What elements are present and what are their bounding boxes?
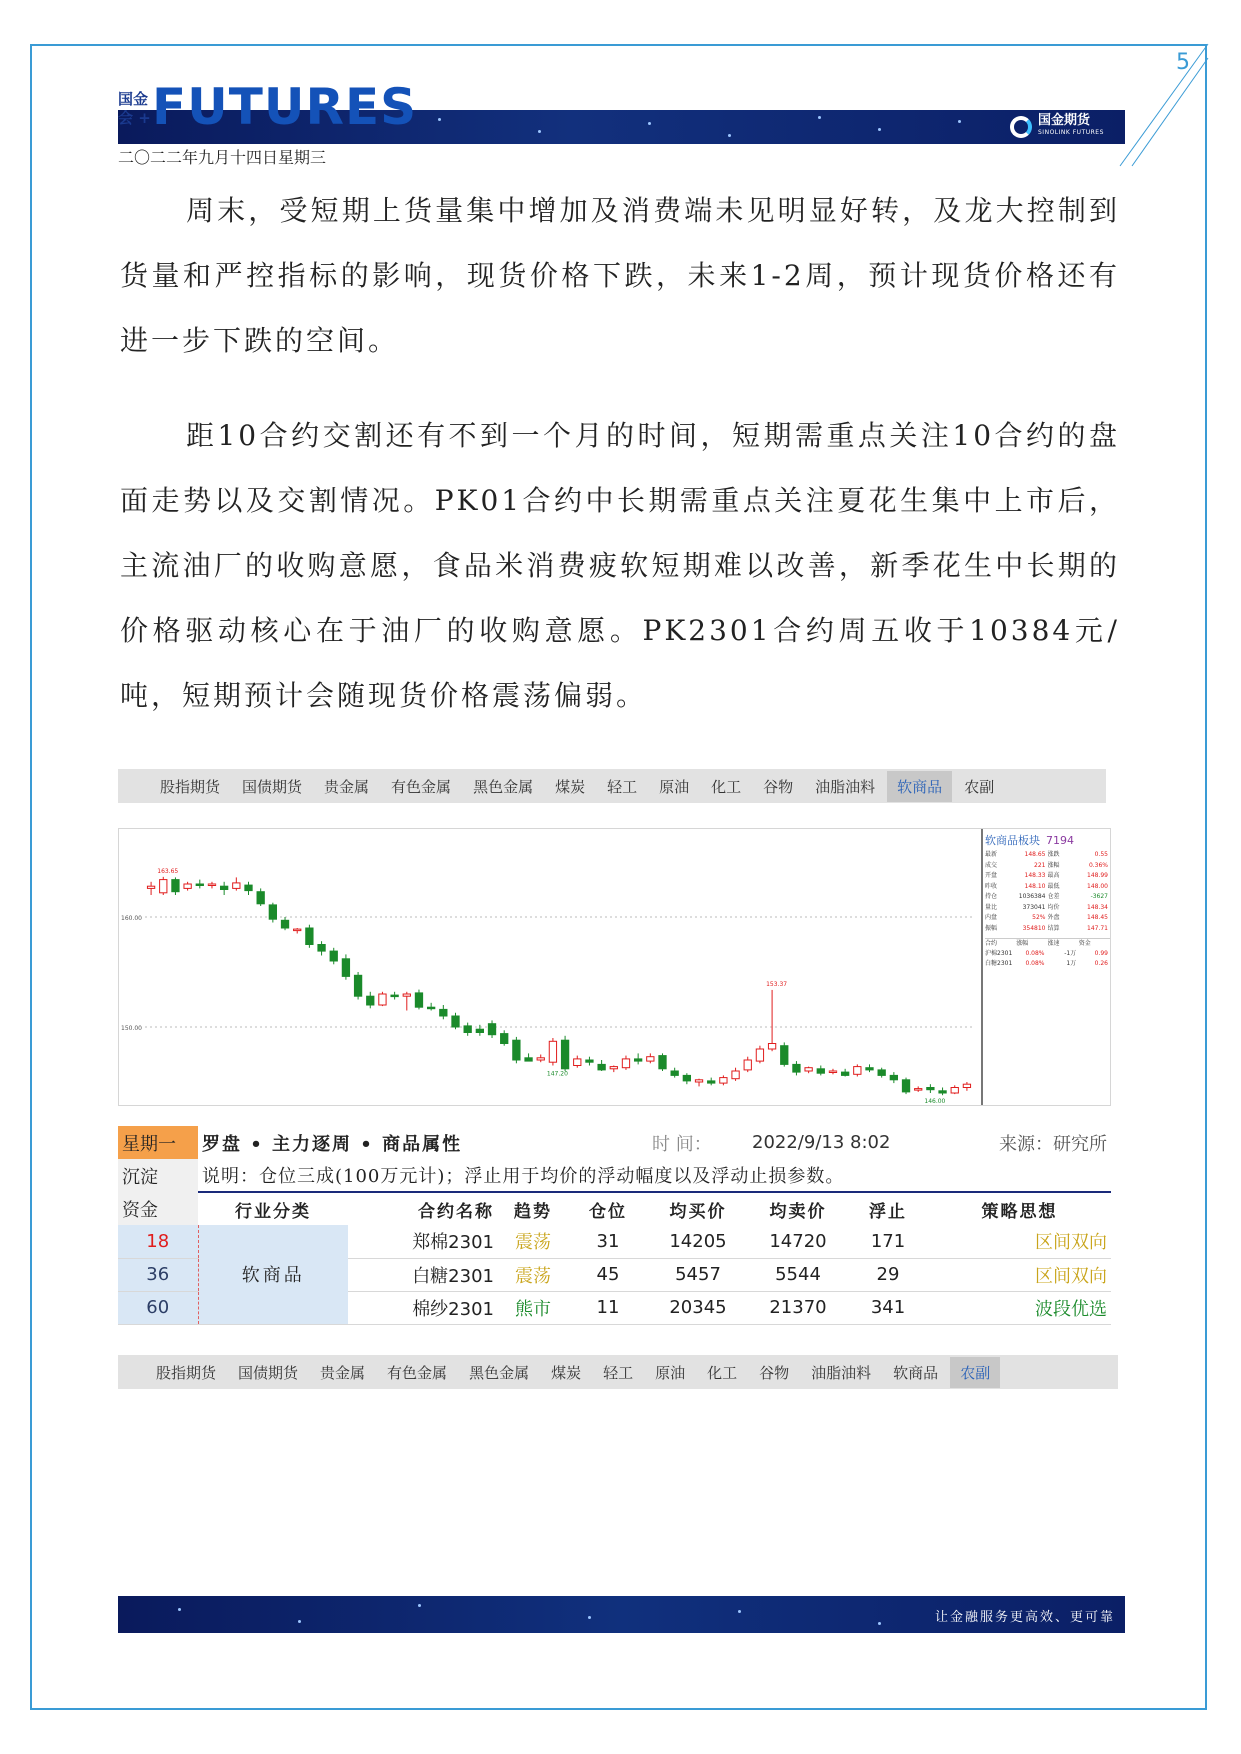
candle-body (281, 920, 288, 928)
quote-subrow-cell: 白糖2301 (985, 960, 1013, 967)
candle-body (245, 885, 252, 891)
sector-nav-bottom-tab[interactable]: 煤炭 (551, 1363, 582, 1382)
candle-body (208, 884, 215, 886)
header-strategy: 策略思想 (928, 1192, 1111, 1225)
quote-cell: 昨收 (985, 882, 998, 890)
quote-subhead-cell: 涨幅 (1016, 940, 1029, 947)
candle-body (269, 905, 276, 919)
quote-cell: 仓差 (1047, 893, 1060, 900)
quote-cell: 354810 (1022, 924, 1046, 932)
sediment-cell: 沉淀 (118, 1159, 198, 1192)
quote-subhead-cell: 合约 (985, 940, 998, 947)
quote-cell: 最低 (1047, 882, 1060, 890)
candle-body (464, 1026, 471, 1033)
candle-body (561, 1040, 568, 1069)
weekday-cell: 星期一 (118, 1126, 198, 1159)
sector-nav-top-tab[interactable]: 油脂油料 (815, 777, 876, 796)
candle-body (501, 1034, 508, 1044)
report-date: 二〇二二年九月十四日星期三 (118, 148, 327, 167)
sector-nav-top-tab[interactable]: 国债期货 (242, 777, 303, 796)
avg-buy: 20345 (648, 1291, 748, 1324)
quote-cell: 量比 (985, 903, 998, 911)
candle-body (878, 1070, 885, 1076)
contract-name: 白糖2301 (348, 1258, 498, 1291)
candle-body (890, 1075, 897, 1079)
sector-nav-top-tab[interactable]: 贵金属 (324, 777, 370, 796)
candle-body (634, 1059, 641, 1061)
quote-subrow-cell: 1万 (1066, 960, 1077, 967)
strategy: 区间双向 (928, 1258, 1111, 1291)
candle-body (915, 1089, 922, 1091)
chart-annotation: 146.00 (924, 1098, 946, 1105)
sector-nav-top (118, 769, 1106, 803)
sector-nav-top-tab[interactable]: 煤炭 (555, 777, 586, 796)
sector-nav-bottom-tab[interactable]: 原油 (655, 1363, 686, 1382)
sector-nav-bottom-tab[interactable]: 贵金属 (320, 1363, 366, 1382)
candle-body (939, 1091, 946, 1093)
header-category: 行业分类 (198, 1192, 348, 1225)
sector-nav-bottom-tab[interactable]: 有色金属 (387, 1363, 448, 1382)
quote-cell: 0.55 (1094, 851, 1108, 858)
trend: 震荡 (498, 1258, 568, 1291)
sector-nav-bottom-tab[interactable]: 谷物 (759, 1363, 790, 1382)
sector-nav-top-tab[interactable]: 原油 (659, 777, 690, 796)
position: 11 (568, 1291, 648, 1324)
candlestick-chart (118, 828, 1111, 1106)
avg-sell: 21370 (748, 1291, 848, 1324)
quote-row (985, 903, 1110, 914)
quote-cell: 涨跌 (1047, 851, 1060, 858)
quote-cell: 涨幅 (1047, 861, 1060, 869)
candle-body (220, 886, 227, 889)
candle-body (829, 1071, 836, 1073)
quote-cell: 148.10 (1024, 882, 1046, 890)
avg-sell: 5544 (748, 1258, 848, 1291)
quote-cell: 结算 (1047, 924, 1060, 932)
candle-body (147, 886, 154, 888)
quote-row (985, 882, 1110, 893)
time-label: 时 间： (652, 1133, 712, 1155)
quote-cell: 最新 (985, 851, 998, 858)
brand-mark-icon (1010, 116, 1032, 138)
paragraph-1: 周末，受短期上货量集中增加及消费端未见明显好转，及龙大控制到货量和严控指标的影响，现货价格下跌，未来1-2周，预计现货价格还有进一步下跌的空间。 (120, 194, 1120, 357)
candle-body (805, 1068, 812, 1071)
sector-nav-bottom-tab[interactable]: 国债期货 (238, 1363, 299, 1382)
quote-cell: 均价 (1047, 903, 1060, 911)
brand-name-cn: 国金期货 (1038, 113, 1091, 128)
header-float-stop: 浮止 (848, 1192, 928, 1225)
quote-cell: 成交 (985, 861, 998, 869)
candle-body (817, 1069, 824, 1073)
candle-body (379, 994, 386, 1005)
candle-body (354, 975, 361, 996)
header-contract: 合约名称 (348, 1192, 498, 1225)
candle-body (732, 1071, 739, 1079)
quote-subrow-cell: -1万 (1064, 949, 1077, 957)
sector-nav-bottom-tab[interactable]: 股指期货 (156, 1363, 217, 1382)
quote-cell: 最高 (1047, 872, 1060, 879)
sector-nav-top-tab[interactable]: 有色金属 (391, 777, 452, 796)
candle-body (306, 928, 313, 945)
header-avg-buy: 均买价 (648, 1192, 748, 1225)
luopan-table (118, 1126, 1111, 1325)
fund-level: 60 (118, 1291, 198, 1324)
sector-nav-top-tab[interactable]: 黑色金属 (473, 777, 534, 796)
header-position: 仓位 (568, 1192, 648, 1225)
candle-body (659, 1056, 666, 1069)
quote-cell: 持仓 (985, 893, 998, 900)
contract-name: 郑棉2301 (348, 1225, 498, 1258)
sector-nav-top-tab[interactable]: 轻工 (607, 777, 638, 796)
logo-cn: 国金会 + (118, 90, 151, 127)
candle-body (902, 1080, 909, 1092)
luopan-title: 罗盘 • 主力逐周 • 商品属性 (202, 1133, 463, 1155)
candle-body (537, 1058, 544, 1060)
footer-band (118, 1596, 1125, 1633)
candle-body (768, 1044, 775, 1050)
candle-body (452, 1016, 459, 1027)
candle-body (586, 1060, 593, 1062)
header-avg-sell: 均卖价 (748, 1192, 848, 1225)
candle-body (647, 1057, 654, 1061)
candle-body (793, 1064, 800, 1072)
candle-body (367, 996, 374, 1005)
paragraph-2: 距10合约交割还有不到一个月的时间，短期需重点关注10合约的盘面走势以及交割情况。PK01合约中长期需重点关注夏花生集中上市后，主流油厂的收购意愿，食品米消费疲软短期难以改善，新季花生中长期的价格驱动核心在于油厂的收购意愿。PK2301合约周五收于10384元/吨，短期预计会随现货价格震荡偏弱。 (120, 419, 1120, 712)
candlestick-svg (119, 829, 981, 1106)
candle-body (403, 994, 410, 996)
fund-level: 18 (118, 1225, 198, 1258)
chart-annotation: 147.20 (546, 1070, 568, 1078)
luopan-note: 说明：仓位三成(100万元计)；浮止用于均价的浮动幅度以及浮动止损参数。 (198, 1159, 1111, 1192)
strategy: 波段优选 (928, 1291, 1111, 1324)
candle-body (708, 1081, 715, 1083)
candle-body (927, 1088, 934, 1090)
contract-name: 棉纱2301 (348, 1291, 498, 1324)
candle-body (525, 1058, 532, 1061)
quote-row (985, 924, 1110, 935)
corner-decoration (1110, 40, 1210, 170)
candle-body (744, 1060, 751, 1070)
quote-subrow-cell: 0.08% (1025, 960, 1045, 967)
source-label: 来源：研究所 (999, 1133, 1107, 1155)
sector-nav-top-tab[interactable]: 股指期货 (160, 777, 221, 796)
sector-nav-bottom-tab[interactable]: 软商品 (893, 1363, 939, 1382)
quote-subrow (985, 959, 1110, 970)
brand-logo (1010, 114, 1104, 140)
y-tick-label: 150.00 (121, 1025, 142, 1032)
candle-body (391, 995, 398, 997)
sector-nav-top-tab[interactable]: 农副 (964, 777, 995, 796)
fund-cell: 资金 (118, 1192, 198, 1225)
sector-nav-top-tab[interactable]: 谷物 (763, 777, 794, 796)
sector-nav-bottom-tab[interactable]: 农副 (950, 1357, 1000, 1388)
brand-name-en: SINOLINK FUTURES (1038, 129, 1104, 136)
quote-cell: -3627 (1090, 893, 1108, 900)
position: 31 (568, 1225, 648, 1258)
fund-level: 36 (118, 1258, 198, 1291)
float-stop: 341 (848, 1291, 928, 1324)
quote-subhead (985, 938, 1110, 949)
chart-annotation: 163.65 (157, 867, 179, 875)
quote-row (985, 861, 1110, 872)
quote-cell: 148.34 (1087, 903, 1108, 911)
quote-subrow-cell: 0.08% (1025, 949, 1045, 957)
quote-cell: 221 (1034, 861, 1046, 869)
quote-cell: 外盘 (1047, 914, 1060, 921)
avg-sell: 14720 (748, 1225, 848, 1258)
sector-nav-top-tab[interactable]: 软商品 (887, 771, 952, 802)
sector-nav-top-tab[interactable]: 化工 (711, 777, 742, 796)
avg-buy: 14205 (648, 1225, 748, 1258)
candle-body (184, 884, 191, 888)
candle-body (610, 1067, 617, 1069)
candle-body (866, 1068, 873, 1070)
candle-body (160, 880, 167, 893)
quote-cell: 148.45 (1087, 914, 1108, 921)
float-stop: 29 (848, 1258, 928, 1291)
candle-body (854, 1067, 861, 1075)
quote-cell: 振幅 (985, 924, 998, 932)
logo-futures: FUTURES (152, 78, 418, 136)
time-value: 2022/9/13 8:02 (752, 1132, 891, 1153)
quote-cell: 148.00 (1087, 882, 1108, 890)
sector-nav-bottom-tab[interactable]: 黑色金属 (469, 1363, 530, 1382)
candle-body (294, 929, 301, 931)
candle-body (342, 959, 349, 977)
trend: 震荡 (498, 1225, 568, 1258)
candle-body (196, 884, 203, 886)
quote-subrow-cell: 0.99 (1094, 949, 1108, 957)
candle-body (598, 1064, 605, 1070)
sector-nav-bottom (118, 1355, 1118, 1389)
quote-row (985, 913, 1110, 924)
candle-body (488, 1024, 495, 1035)
candle-body (427, 1007, 434, 1009)
quote-subrow-cell: 沪棉2301 (985, 949, 1013, 957)
quote-cell: 148.65 (1024, 851, 1046, 858)
candle-body (172, 880, 179, 892)
y-tick-label: 160.00 (121, 915, 142, 922)
candle-body (318, 945, 325, 952)
candle-body (476, 1029, 483, 1032)
trend: 熊市 (498, 1291, 568, 1324)
page-number: 5 (1176, 50, 1190, 75)
quote-cell: 0.36% (1088, 861, 1108, 869)
candle-body (415, 993, 422, 1007)
quote-subhead-cell: 涨速 (1047, 940, 1060, 947)
quote-subrow-cell: 0.26 (1094, 960, 1108, 967)
quote-cell: 52% (1032, 914, 1046, 921)
avg-buy: 5457 (648, 1258, 748, 1291)
quote-panel-title: 软商品板块 7194 (985, 834, 1074, 847)
candle-body (574, 1059, 581, 1066)
quote-cell: 开盘 (985, 872, 998, 879)
sector-nav-bottom-tab[interactable]: 轻工 (603, 1363, 634, 1382)
footer-slogan: 让金融服务更高效、更可靠 (934, 1610, 1115, 1625)
quote-cell: 内盘 (985, 914, 998, 921)
candle-body (963, 1084, 970, 1087)
candle-body (683, 1075, 690, 1081)
quote-row (985, 892, 1110, 903)
quote-cell: 147.71 (1087, 924, 1108, 932)
sector-nav-bottom-tab[interactable]: 化工 (707, 1363, 738, 1382)
quote-panel (981, 829, 1111, 1106)
quote-cell: 148.33 (1024, 872, 1046, 879)
candle-body (513, 1040, 520, 1060)
table-row (118, 1225, 1111, 1258)
chart-annotation: 153.37 (766, 980, 788, 988)
candle-body (841, 1072, 848, 1075)
quote-cell: 373041 (1022, 903, 1046, 911)
candle-body (440, 1009, 447, 1016)
quote-row (985, 871, 1110, 882)
header-trend: 趋势 (498, 1192, 568, 1225)
candle-body (781, 1046, 788, 1065)
sector-nav-bottom-tab[interactable]: 油脂油料 (811, 1363, 872, 1382)
candle-body (756, 1049, 763, 1061)
candle-body (330, 951, 337, 961)
candle-body (622, 1059, 629, 1068)
quote-cell: 148.99 (1087, 872, 1108, 879)
candle-body (257, 892, 264, 904)
float-stop: 171 (848, 1225, 928, 1258)
quote-cell: 1036384 (1018, 893, 1046, 900)
quote-subrow (985, 949, 1110, 960)
strategy: 区间双向 (928, 1225, 1111, 1258)
candle-body (951, 1088, 958, 1094)
candle-body (720, 1078, 727, 1084)
candle-body (695, 1080, 702, 1082)
position: 45 (568, 1258, 648, 1291)
category-cell: 软商品 (198, 1225, 348, 1324)
candle-body (549, 1041, 556, 1062)
quote-row (985, 850, 1110, 861)
quote-subhead-cell: 资金 (1078, 940, 1091, 947)
candle-body (671, 1071, 678, 1075)
candle-body (233, 883, 240, 889)
